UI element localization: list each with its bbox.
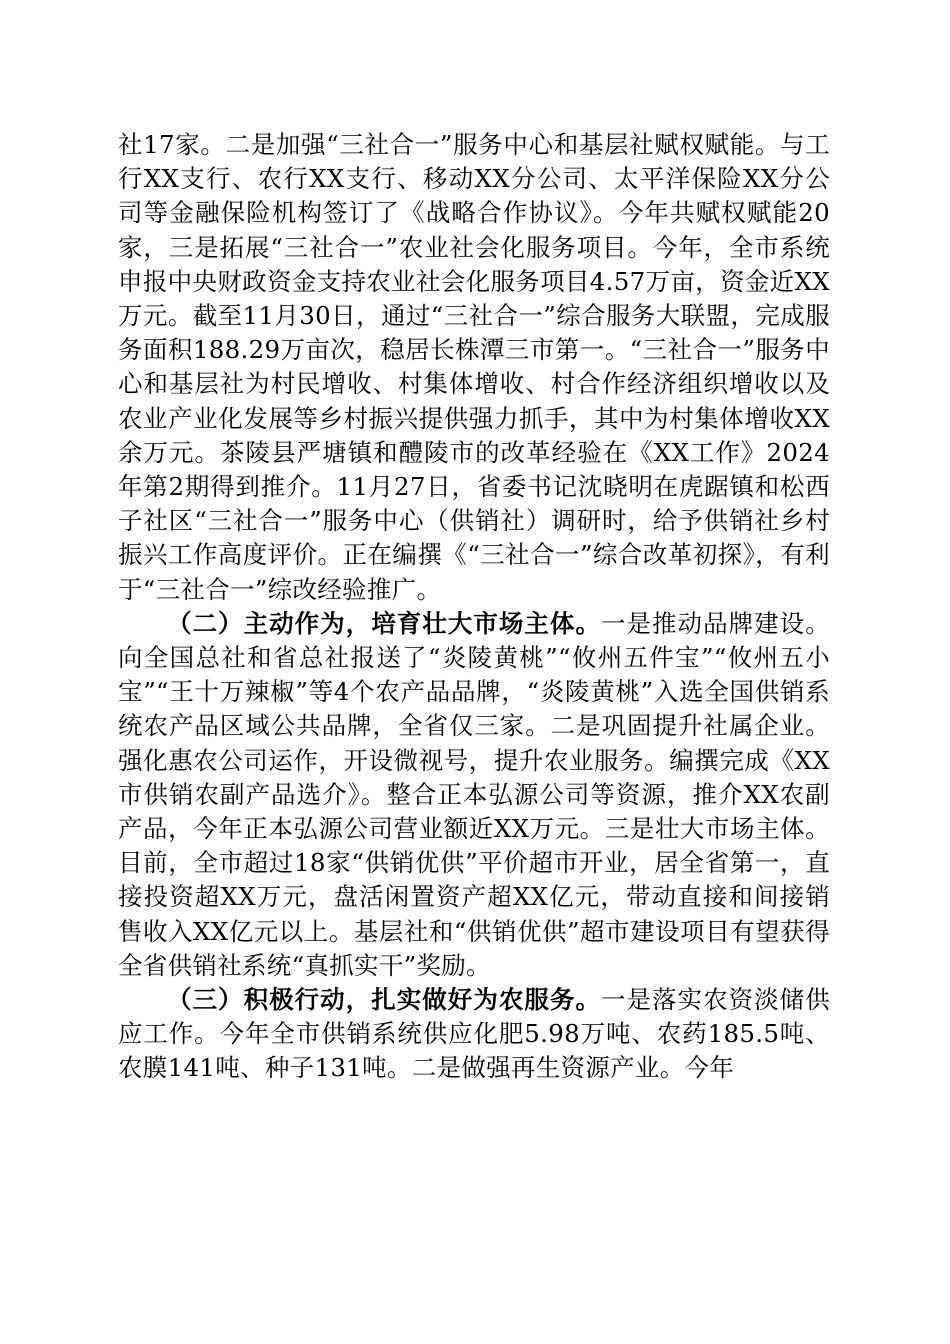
paragraph-3 <box>118 983 830 1086</box>
paragraph-3-text: 一是落实农资淡储供应工作。今年全市供销系统供应化肥5.98万吨、农药185.5吨、农膜141吨、种子131吨。二是做强再生资源产业。今年 <box>118 985 830 1083</box>
paragraph-2-text: 一是推动品牌建设。向全国总社和省总社报送了“炎陵黄桃”“攸州五件宝”“攸州五小宝”“王十万辣椒”等4个农产品品牌，“炎陵黄桃”入选全国供销系统农产品区域公共品牌，全省仅三家。二是巩固提升社属企业。强化惠农公司运作，开设微视号，提升农业服务。编撰完成《XX市供销农副产品选介》。整合正本弘源公司等资源，推介XX农副产品，今年正本弘源公司营业额近XX万元。三是壮大市场主体。目前，全市超过18家“供销优供”平价超市开业，居全省第一，直接投资超XX万元，盘活闲置资产超XX亿元，带动直接和间接销售收入XX亿元以上。基层社和“供销优供”超市建设项目有望获得全省供销社系统“真抓实干”奖励。 <box>118 608 830 980</box>
paragraph-1 <box>118 128 830 607</box>
paragraph-3-heading: （三）积极行动，扎实做好为农服务。 <box>167 985 601 1015</box>
document-page <box>118 128 830 1086</box>
paragraph-1-text: 社17家。二是加强“三社合一”服务中心和基层社赋权赋能。与工行XX支行、农行XX支行、移动XX分公司、太平洋保险XX分公司等金融保险机构签订了《战略合作协议》。今年共赋权赋能20家，三是拓展“三社合一”农业社会化服务项目。今年，全市系统申报中央财政资金支持农业社会化服务项目4.57万亩，资金近XX万元。截至11月30日，通过“三社合一”综合服务大联盟，完成服务面积188.29万亩次，稳居长株潭三市第一。“三社合一”服务中心和基层社为村民增收、村集体增收、村合作经济组织增收以及农业产业化发展等乡村振兴提供强力抓手，其中为村集体增收XX余万元。茶陵县严塘镇和醴陵市的改革经验在《XX工作》2024年第2期得到推介。11月27日，省委书记沈晓明在虎踞镇和松西子社区“三社合一”服务中心（供销社）调研时，给予供销社乡村振兴工作高度评价。正在编撰《“三社合一”综合改革初探》，有利于“三社合一”综改经验推广。 <box>118 130 830 604</box>
paragraph-2 <box>118 607 830 983</box>
paragraph-2-heading: （二）主动作为，培育壮大市场主体。 <box>167 608 601 638</box>
